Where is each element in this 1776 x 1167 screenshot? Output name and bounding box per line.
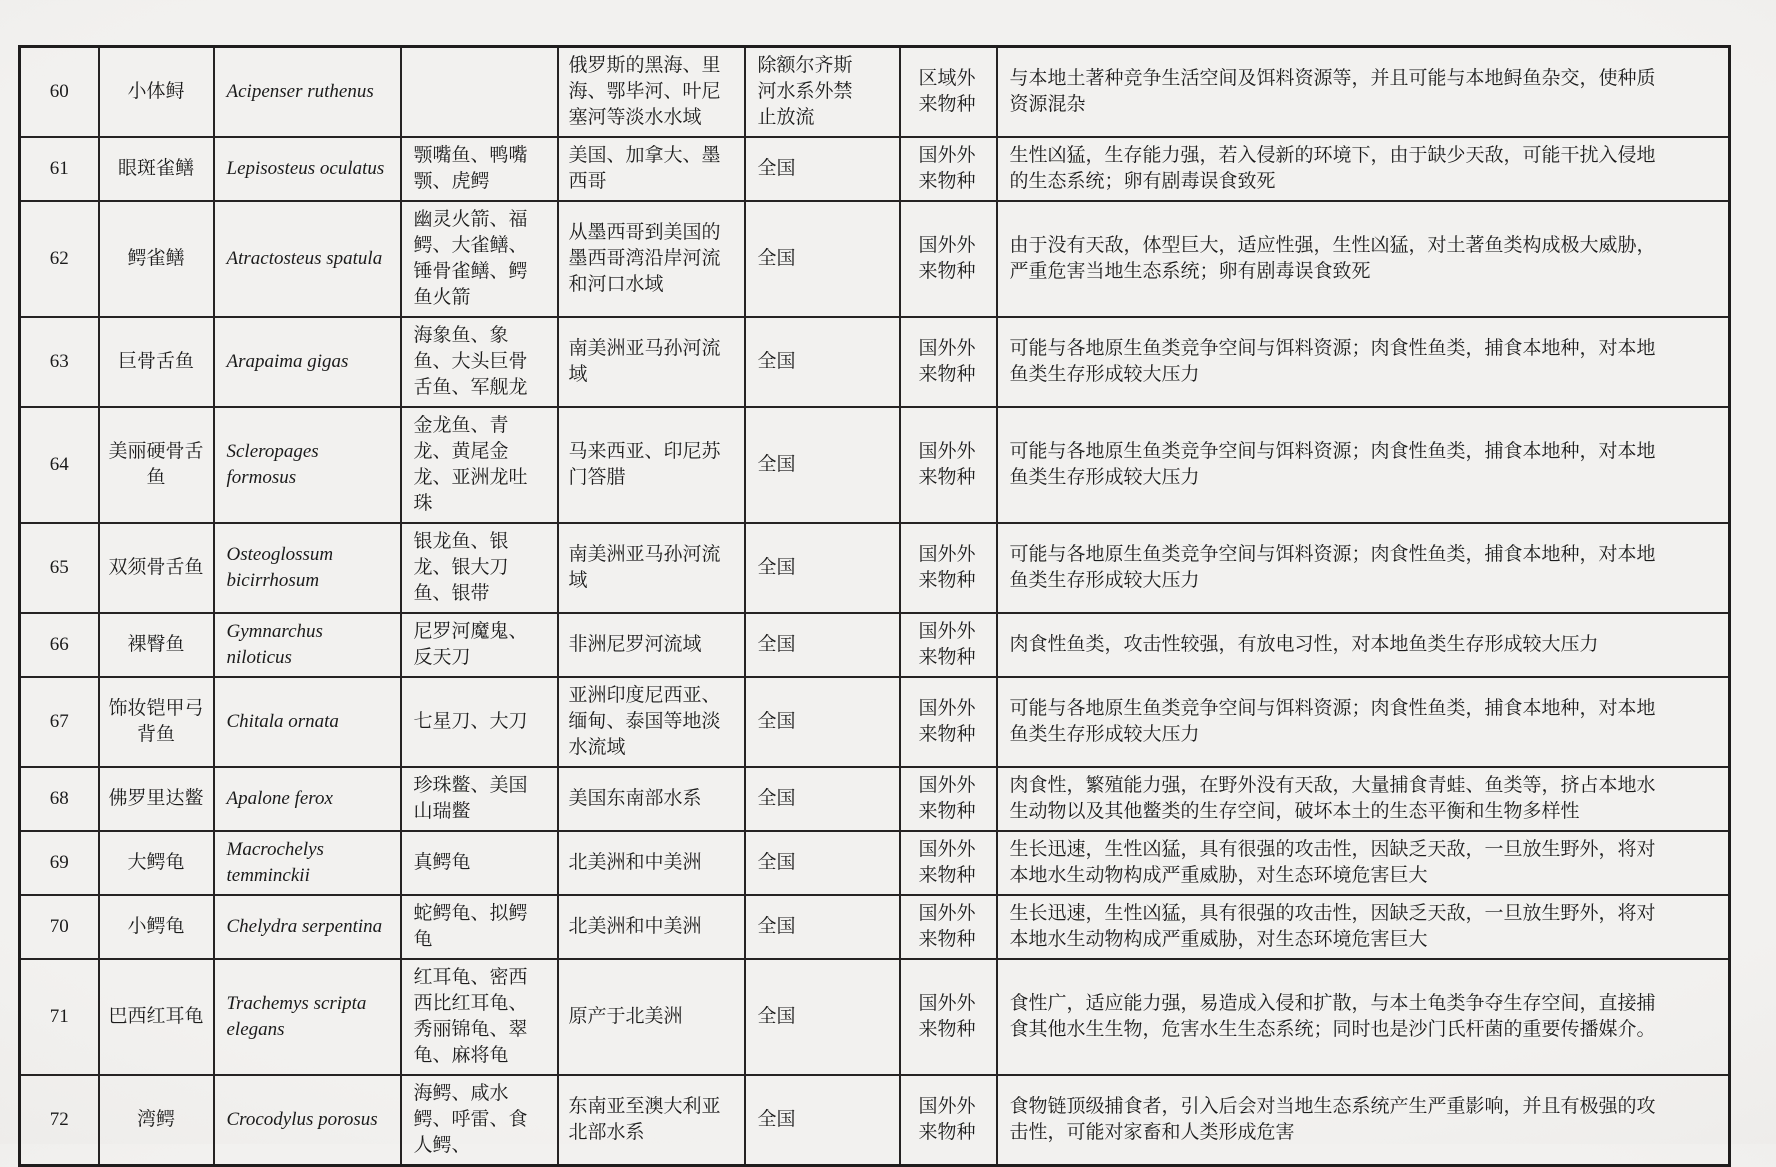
- table-row: [20, 677, 1730, 767]
- harm-description-cell: 可能与各地原生鱼类竞争空间与饵料资源；肉食性鱼类，捕食本地种，对本地鱼类生存形成较大压力: [997, 677, 1730, 767]
- harm-description-cell: 可能与各地原生鱼类竞争空间与饵料资源；肉食性鱼类，捕食本地种，对本地鱼类生存形成较大压力: [997, 407, 1730, 523]
- release-ban-scope-cell: 全国: [745, 677, 900, 767]
- release-ban-scope-cell: 全国: [745, 407, 900, 523]
- species-chinese-name-cell: 双须骨舌鱼: [99, 523, 214, 613]
- species-origin-cell: 东南亚至澳大利亚北部水系: [558, 1075, 745, 1166]
- release-ban-scope-cell: 全国: [745, 317, 900, 407]
- species-latin-name-cell: Chelydra serpentina: [214, 895, 401, 959]
- harm-description-cell: 食性广，适应能力强，易造成入侵和扩散，与本土龟类争夺生存空间，直接捕食其他水生生物，危害水生生态系统；同时也是沙门氏杆菌的重要传播媒介。: [997, 959, 1730, 1075]
- table-row: [20, 407, 1730, 523]
- species-latin-name-cell: Chitala ornata: [214, 677, 401, 767]
- species-origin-cell: 南美洲亚马孙河流域: [558, 523, 745, 613]
- table-row: [20, 317, 1730, 407]
- species-chinese-name-cell: 大鳄龟: [99, 831, 214, 895]
- species-alias-cell: 蛇鳄龟、拟鳄龟: [401, 895, 558, 959]
- harm-description-cell: 肉食性，繁殖能力强，在野外没有天敌，大量捕食青蛙、鱼类等，挤占本地水生动物以及其他鳖类的生存空间，破坏本土的生态平衡和生物多样性: [997, 767, 1730, 831]
- species-latin-name-cell: Apalone ferox: [214, 767, 401, 831]
- species-latin-name-cell: Macrochelys temminckii: [214, 831, 401, 895]
- species-type-cell: 国外外来物种: [900, 1075, 997, 1166]
- species-origin-cell: 北美洲和中美洲: [558, 895, 745, 959]
- species-latin-name-cell: Crocodylus porosus: [214, 1075, 401, 1166]
- species-latin-name-cell: Acipenser ruthenus: [214, 47, 401, 138]
- release-ban-scope-cell: 全国: [745, 1075, 900, 1166]
- species-origin-cell: 美国东南部水系: [558, 767, 745, 831]
- harm-description-cell: 食物链顶级捕食者，引入后会对当地生态系统产生严重影响，并且有极强的攻击性，可能对家畜和人类形成危害: [997, 1075, 1730, 1166]
- table-row: [20, 201, 1730, 317]
- species-alias-cell: 金龙鱼、青龙、黄尾金龙、亚洲龙吐珠: [401, 407, 558, 523]
- species-origin-cell: 原产于北美洲: [558, 959, 745, 1075]
- species-chinese-name-cell: 巨骨舌鱼: [99, 317, 214, 407]
- species-alias-cell: 红耳龟、密西西比红耳龟、秀丽锦龟、翠龟、麻将龟: [401, 959, 558, 1075]
- species-alias-cell: 银龙鱼、银龙、银大刀鱼、银带: [401, 523, 558, 613]
- species-chinese-name-cell: 眼斑雀鳝: [99, 137, 214, 201]
- species-origin-cell: 非洲尼罗河流域: [558, 613, 745, 677]
- release-ban-scope-cell: 全国: [745, 959, 900, 1075]
- harm-description-cell: 与本地土著种竞争生活空间及饵料资源等，并且可能与本地鲟鱼杂交，使种质资源混杂: [997, 47, 1730, 138]
- release-ban-scope-cell: 全国: [745, 137, 900, 201]
- release-ban-scope-cell: 全国: [745, 831, 900, 895]
- row-number-cell: 64: [20, 407, 99, 523]
- species-origin-cell: 亚洲印度尼西亚、缅甸、泰国等地淡水流域: [558, 677, 745, 767]
- species-alias-cell: 海象鱼、象鱼、大头巨骨舌鱼、军舰龙: [401, 317, 558, 407]
- release-ban-scope-cell: 全国: [745, 895, 900, 959]
- row-number-cell: 66: [20, 613, 99, 677]
- release-ban-scope-cell: 全国: [745, 201, 900, 317]
- harm-description-cell: 生长迅速，生性凶猛，具有很强的攻击性，因缺乏天敌，一旦放生野外，将对本地水生动物构成严重威胁，对生态环境危害巨大: [997, 895, 1730, 959]
- species-alias-cell: 珍珠鳖、美国山瑞鳖: [401, 767, 558, 831]
- species-chinese-name-cell: 小体鲟: [99, 47, 214, 138]
- species-type-cell: 国外外来物种: [900, 201, 997, 317]
- species-chinese-name-cell: 小鳄龟: [99, 895, 214, 959]
- species-type-cell: 国外外来物种: [900, 767, 997, 831]
- row-number-cell: 72: [20, 1075, 99, 1166]
- species-alias-cell: [401, 47, 558, 138]
- table-row: [20, 47, 1730, 138]
- table-row: [20, 137, 1730, 201]
- row-number-cell: 61: [20, 137, 99, 201]
- harm-description-cell: 可能与各地原生鱼类竞争空间与饵料资源；肉食性鱼类，捕食本地种，对本地鱼类生存形成较大压力: [997, 317, 1730, 407]
- invasive-species-table: [18, 45, 1731, 1167]
- species-chinese-name-cell: 美丽硬骨舌鱼: [99, 407, 214, 523]
- species-alias-cell: 幽灵火箭、福鳄、大雀鳝、锤骨雀鳝、鳄鱼火箭: [401, 201, 558, 317]
- release-ban-scope-cell: 全国: [745, 613, 900, 677]
- species-latin-name-cell: Atractosteus spatula: [214, 201, 401, 317]
- row-number-cell: 62: [20, 201, 99, 317]
- species-type-cell: 国外外来物种: [900, 677, 997, 767]
- table-row: [20, 895, 1730, 959]
- species-chinese-name-cell: 湾鳄: [99, 1075, 214, 1166]
- row-number-cell: 63: [20, 317, 99, 407]
- row-number-cell: 69: [20, 831, 99, 895]
- species-alias-cell: 七星刀、大刀: [401, 677, 558, 767]
- harm-description-cell: 可能与各地原生鱼类竞争空间与饵料资源；肉食性鱼类，捕食本地种，对本地鱼类生存形成较大压力: [997, 523, 1730, 613]
- species-type-cell: 国外外来物种: [900, 523, 997, 613]
- species-latin-name-cell: Osteoglossum bicirrhosum: [214, 523, 401, 613]
- row-number-cell: 70: [20, 895, 99, 959]
- table-row: [20, 959, 1730, 1075]
- harm-description-cell: 由于没有天敌，体型巨大，适应性强，生性凶猛，对土著鱼类构成极大威胁，严重危害当地生态系统；卵有剧毒误食致死: [997, 201, 1730, 317]
- species-chinese-name-cell: 裸臀鱼: [99, 613, 214, 677]
- species-chinese-name-cell: 鳄雀鳝: [99, 201, 214, 317]
- species-latin-name-cell: Trachemys scripta elegans: [214, 959, 401, 1075]
- species-origin-cell: 从墨西哥到美国的墨西哥湾沿岸河流和河口水域: [558, 201, 745, 317]
- species-alias-cell: 真鳄龟: [401, 831, 558, 895]
- species-origin-cell: 北美洲和中美洲: [558, 831, 745, 895]
- table-row: [20, 1075, 1730, 1166]
- species-latin-name-cell: Gymnarchus niloticus: [214, 613, 401, 677]
- species-chinese-name-cell: 佛罗里达鳖: [99, 767, 214, 831]
- species-origin-cell: 俄罗斯的黑海、里海、鄂毕河、叶尼塞河等淡水水域: [558, 47, 745, 138]
- species-chinese-name-cell: 巴西红耳龟: [99, 959, 214, 1075]
- species-type-cell: 国外外来物种: [900, 317, 997, 407]
- species-latin-name-cell: Arapaima gigas: [214, 317, 401, 407]
- species-alias-cell: 颚嘴鱼、鸭嘴颚、虎鳄: [401, 137, 558, 201]
- release-ban-scope-cell: 除额尔齐斯河水系外禁止放流: [745, 47, 900, 138]
- release-ban-scope-cell: 全国: [745, 523, 900, 613]
- species-type-cell: 国外外来物种: [900, 959, 997, 1075]
- row-number-cell: 71: [20, 959, 99, 1075]
- row-number-cell: 68: [20, 767, 99, 831]
- species-origin-cell: 美国、加拿大、墨西哥: [558, 137, 745, 201]
- table-row: [20, 831, 1730, 895]
- release-ban-scope-cell: 全国: [745, 767, 900, 831]
- species-alias-cell: 尼罗河魔鬼、反天刀: [401, 613, 558, 677]
- table-row: [20, 767, 1730, 831]
- row-number-cell: 67: [20, 677, 99, 767]
- table-row: [20, 613, 1730, 677]
- row-number-cell: 60: [20, 47, 99, 138]
- species-origin-cell: 马来西亚、印尼苏门答腊: [558, 407, 745, 523]
- species-type-cell: 国外外来物种: [900, 137, 997, 201]
- species-type-cell: 国外外来物种: [900, 407, 997, 523]
- species-latin-name-cell: Scleropages formosus: [214, 407, 401, 523]
- harm-description-cell: 生性凶猛，生存能力强，若入侵新的环境下，由于缺少天敌，可能干扰入侵地的生态系统；卵有剧毒误食致死: [997, 137, 1730, 201]
- species-type-cell: 国外外来物种: [900, 895, 997, 959]
- row-number-cell: 65: [20, 523, 99, 613]
- harm-description-cell: 生长迅速，生性凶猛，具有很强的攻击性，因缺乏天敌，一旦放生野外，将对本地水生动物构成严重威胁，对生态环境危害巨大: [997, 831, 1730, 895]
- harm-description-cell: 肉食性鱼类，攻击性较强，有放电习性，对本地鱼类生存形成较大压力: [997, 613, 1730, 677]
- species-type-cell: 区域外来物种: [900, 47, 997, 138]
- species-alias-cell: 海鳄、咸水鳄、呼雷、食人鳄、: [401, 1075, 558, 1166]
- table-row: [20, 523, 1730, 613]
- species-type-cell: 国外外来物种: [900, 831, 997, 895]
- species-origin-cell: 南美洲亚马孙河流域: [558, 317, 745, 407]
- species-type-cell: 国外外来物种: [900, 613, 997, 677]
- species-latin-name-cell: Lepisosteus oculatus: [214, 137, 401, 201]
- species-chinese-name-cell: 饰妆铠甲弓背鱼: [99, 677, 214, 767]
